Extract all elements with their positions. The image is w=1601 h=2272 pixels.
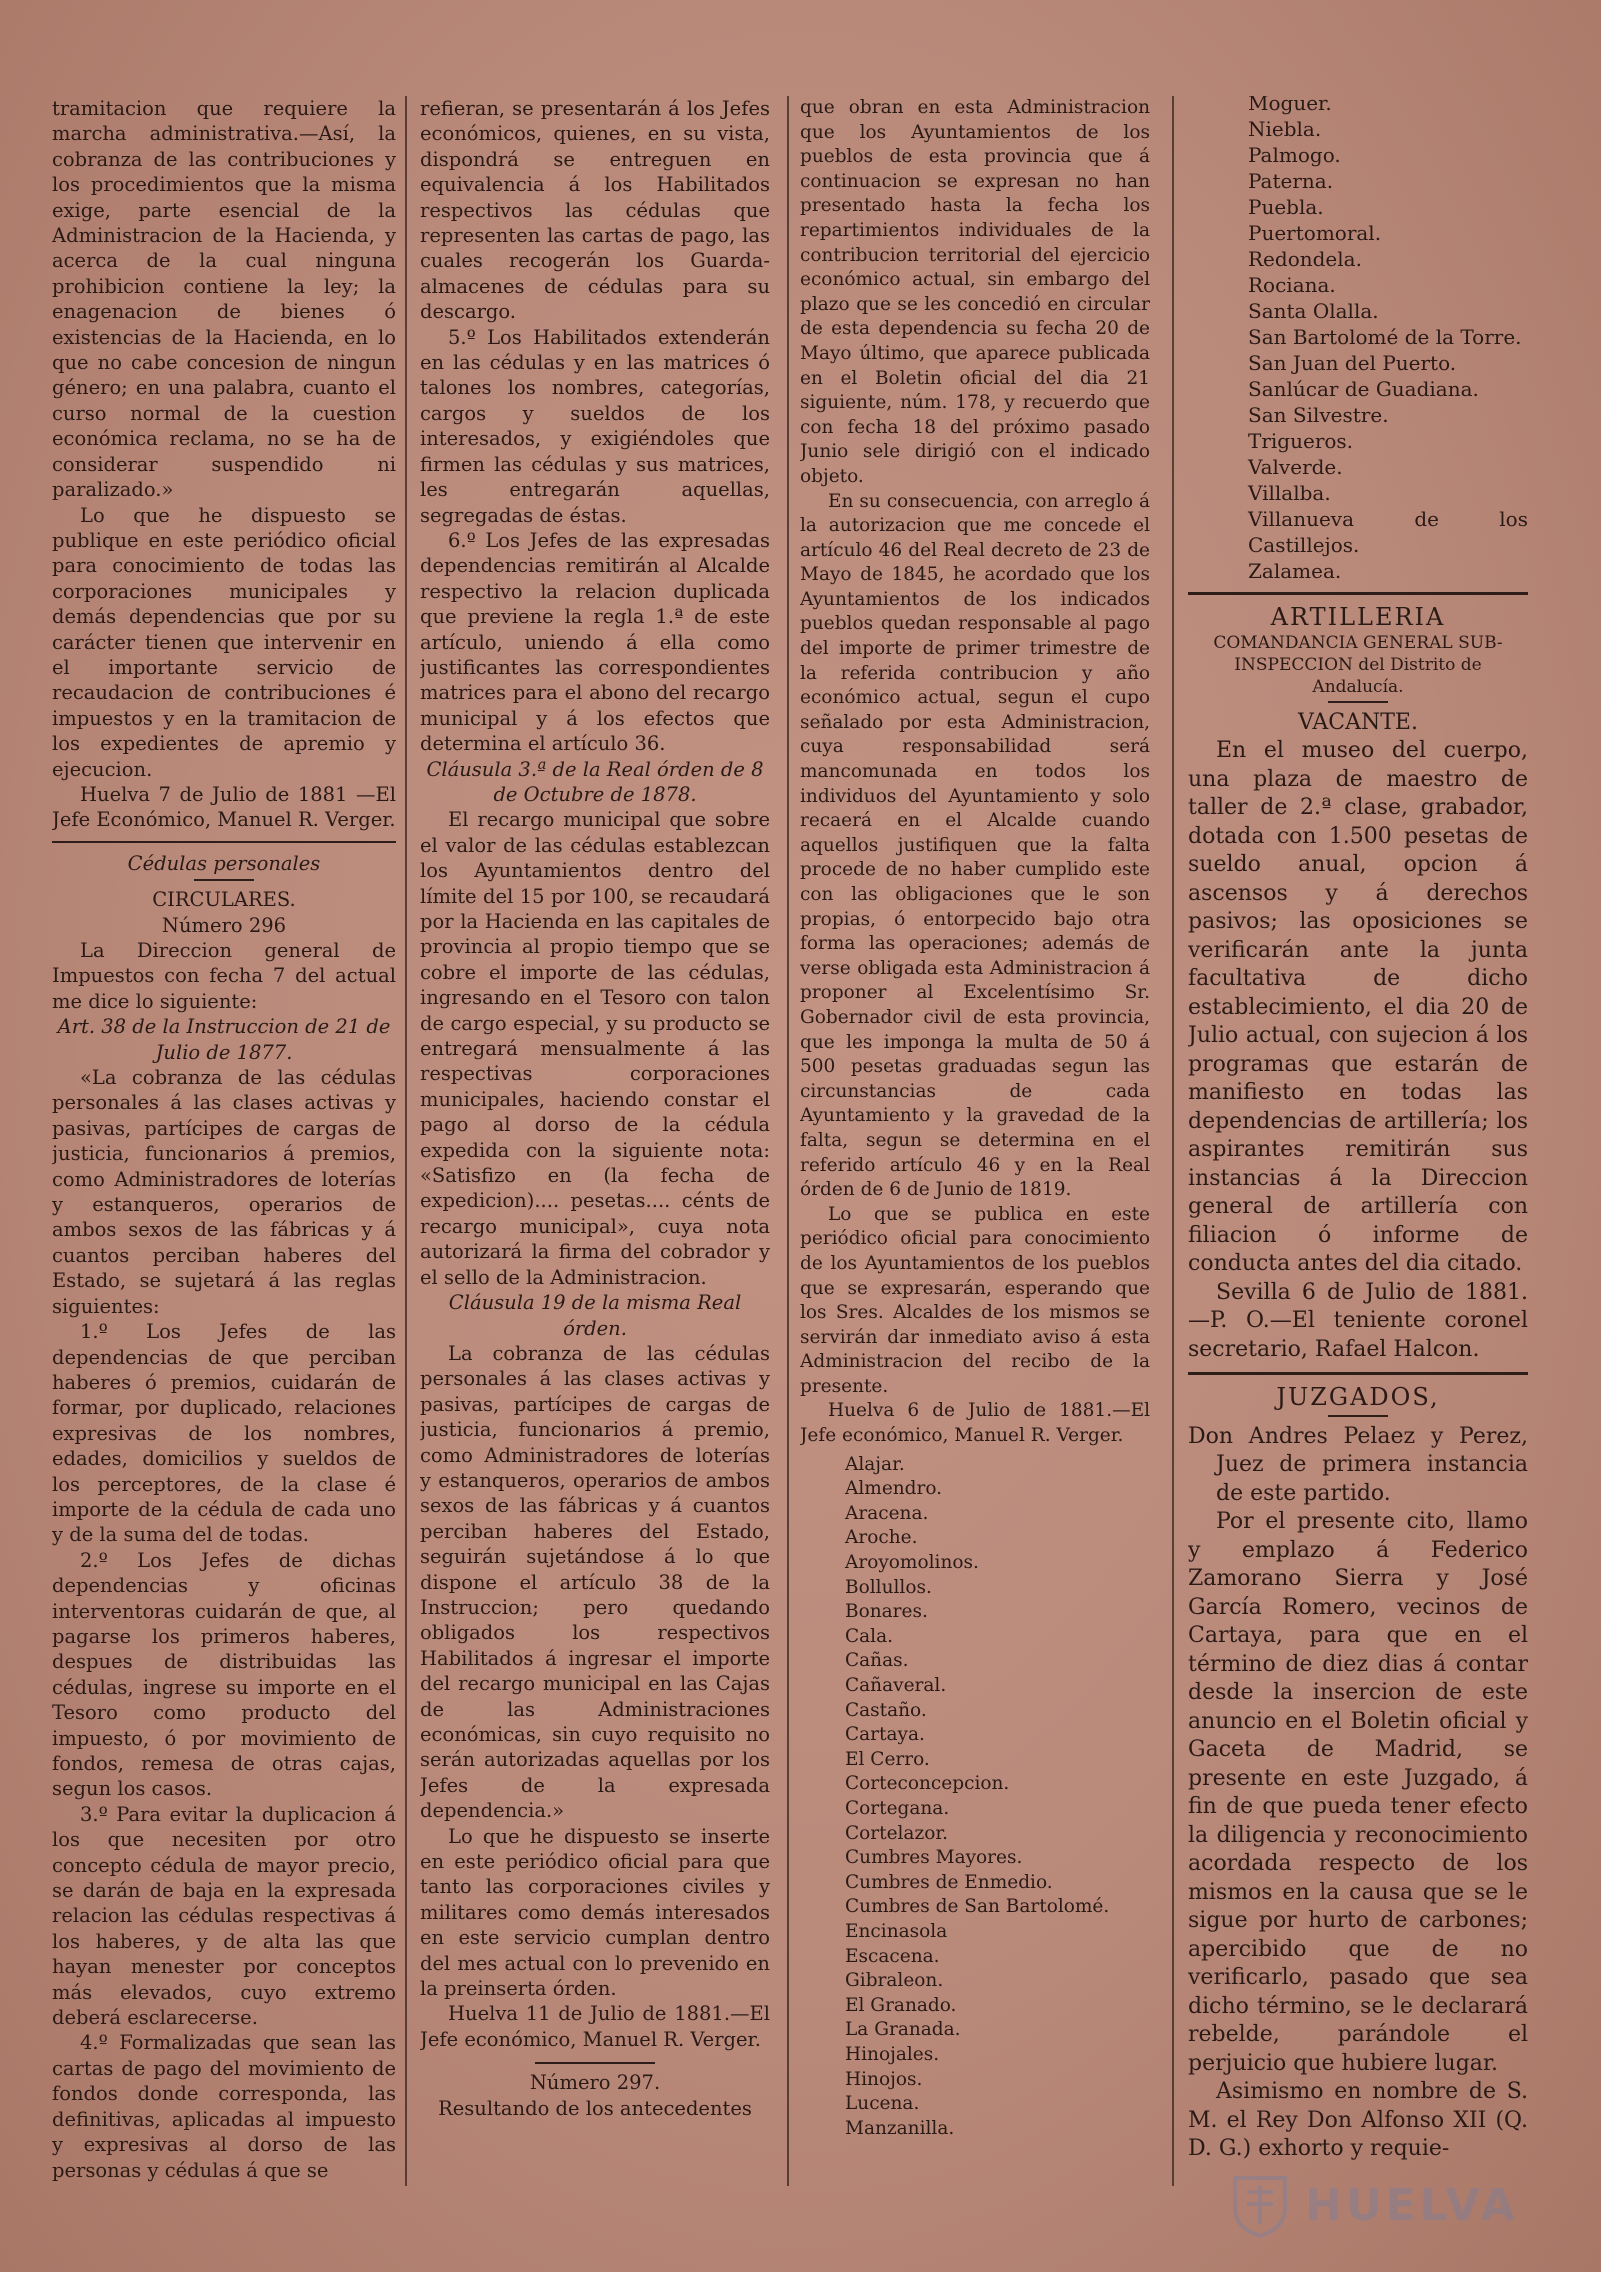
paragraph: refieran, se presentarán á los Jefes económicos, quienes, en su vista, dispondrá se entreguen en equivalencia á los Habilitados respectivos las cédulas que representen las cartas de pago, las cuales recogerán los Guarda-almacenes de cédulas para su descargo. bbox=[420, 97, 770, 324]
town-item: Puertomoral. bbox=[1248, 221, 1382, 245]
paragraph: Resultando de los antecedentes bbox=[438, 2096, 752, 2120]
section-title: Cédulas personales bbox=[127, 851, 321, 875]
column-3 bbox=[800, 96, 1150, 2186]
rule-3: 3.º Para evitar la duplicacion á los que necesiten por otro concepto cédula de mayor precio, se darán de baja en la expresada relacion las cédulas respectivas á los haberes, y de alta las que hayan menester por conceptos más elevados, cuyo extremo deberá esclarecerse. bbox=[52, 1802, 396, 2030]
paragraph: que obran en esta Administracion que los Ayuntamientos de los pueblos de esta provincia que á continuacion se expresan no han presentado hasta la fecha los repartimientos individuales de la contribucion territorial del ejercicio económico actual, sin embargo del plazo que se les concedió en circular de esta dependencia su fecha 20 de Mayo último, que aparece publicada en el Boletin oficial del dia 21 siguiente, núm. 178, y recuerdo que con fecha 18 del próximo pasado Junio sele dirigió con el indicado objeto. bbox=[800, 97, 1150, 487]
town-item: Encinasola bbox=[845, 1920, 948, 1942]
paragraph: Lo que se publica en este periódico oficial para conocimiento de los Ayuntamientos de los pueblos que se expresarán, esperando que los Sres. Alcaldes de los mismos se servirán dar inmediato aviso á esta Administracion del recibo de la presente. bbox=[800, 1203, 1150, 1397]
signature: Huelva 7 de Julio de 1881 —El Jefe Económico, Manuel R. Verger. bbox=[52, 782, 396, 832]
rule-1: 1.º Los Jefes de las dependencias de que perciban haberes ó premios, cuidarán de formar, por duplicado, relaciones expresivas de los nombres, edades, domicilios y sueldos de los perceptores, de la clase é importe de la cédula de cada uno y de la suma del de todas. bbox=[52, 1320, 396, 1547]
town-item: Cortelazor. bbox=[845, 1822, 949, 1844]
artilleria-subheading: COMANDANCIA GENERAL SUB-INSPECCION del Distrito de Andalucía. bbox=[1213, 632, 1503, 697]
divider bbox=[52, 841, 396, 843]
town-item: San Bartolomé de la Torre. bbox=[1248, 325, 1522, 349]
paragraph: En su consecuencia, con arreglo á la autorizacion que me concede el artículo 46 del Real decreto de 23 de Mayo de 1845, he acordado que los Ayuntamientos de los indicados pueblos quedan responsable al pago del importe de primer trimestre de la referida contribucion y año económico actual, segun el cupo señalado por esta Administracion, cuya responsabilidad será mancomunada en todos los individuos del Ayuntamiento y solo recaerá en el Alcalde cuando aquellos justifiquen que la falta procede de no haber cumplido este con las obligaciones que le son propias, ó entorpecido bajo otra forma las operaciones; además de verse obligada esta Administracion á proponer al Excelentísimo Sr. Gobernador civil de esta provincia, que les imponga la multa de 50 á 500 pesetas graduadas segun las circunstancias de cada Ayuntamiento y la gravedad de la falta, segun se determina en el referido artículo 46 y en la Real órden de 6 de Junio de 1819. bbox=[800, 490, 1150, 1201]
clause-heading: Cláusula 19 de la misma Real órden. bbox=[448, 1291, 742, 1340]
town-item: Zalamea. bbox=[1248, 559, 1342, 583]
town-item: Bollullos. bbox=[845, 1576, 932, 1598]
town-item: Cumbres de Enmedio. bbox=[845, 1871, 1053, 1893]
paragraph: En el museo del cuerpo, una plaza de maestro de taller de 2.ª clase, grabador, dotada con 1.500 pesetas de sueldo anual, opcion á ascensos y á derechos pasivos; las oposiciones se verificarán ante la junta facultativa de dicho establecimiento, el dia 20 de Julio actual, con sujecion á los programas que estarán de manifiesto en todas las dependencias de artillería; los aspirantes remitirán sus instancias á la Direccion general de artillería con filiacion ó informe de conducta antes del dia citado. bbox=[1188, 738, 1528, 1276]
town-item: Villalba. bbox=[1248, 481, 1331, 505]
town-item: Castaño. bbox=[845, 1699, 927, 1721]
town-item: Cumbres Mayores. bbox=[845, 1847, 1023, 1869]
town-item: Paterna. bbox=[1248, 169, 1334, 193]
paragraph: Don Andres Pelaez y Perez, Juez de primera instancia de este partido. bbox=[1188, 1423, 1528, 1506]
divider bbox=[1188, 1372, 1528, 1375]
town-item: Villanueva de los Castillejos. bbox=[1248, 507, 1528, 557]
town-item: Aroche. bbox=[845, 1527, 918, 1549]
town-item: Palmogo. bbox=[1248, 143, 1341, 167]
town-list bbox=[1188, 96, 1528, 584]
divider bbox=[535, 2062, 655, 2064]
rule-2: 2.º Los Jefes de dichas dependencias y oficinas interventoras cuidarán de que, al pagarse los primeros haberes, despues de distribuidas las cédulas, ingrese su importe en el Tesoro como producto del impuesto, ó por movimiento de fondos, remesa de otras cajas, segun los casos. bbox=[52, 1548, 396, 1801]
town-list bbox=[800, 1453, 1150, 2142]
town-item: Aroyomolinos. bbox=[845, 1552, 979, 1574]
town-item: Cala. bbox=[845, 1625, 894, 1647]
town-item: Trigueros. bbox=[1248, 429, 1354, 453]
town-item: Cortegana. bbox=[845, 1797, 950, 1819]
article-heading: Art. 38 de la Instruccion de 21 de Julio de 1877. bbox=[57, 1015, 391, 1064]
town-item: Bonares. bbox=[845, 1601, 928, 1623]
circulares-heading: CIRCULARES. bbox=[152, 888, 296, 912]
town-item: La Granada. bbox=[845, 2019, 961, 2041]
rule-4: 4.º Formalizadas que sean las cartas de pago del movimiento de fondos donde corresponda, las definitivas, aplicadas al impuesto y expresivas al dorso de las personas y cédulas á que se bbox=[52, 2031, 396, 2182]
town-item: Escacena. bbox=[845, 1945, 940, 1967]
column-rule bbox=[405, 96, 407, 2186]
divider bbox=[194, 879, 254, 881]
town-item: Manzanilla. bbox=[845, 2117, 955, 2139]
paragraph: tramitacion que requiere la marcha administrativa.—Así, la cobranza de las contribuciones y los procedimientos que la misma exige, parte esencial de la Administracion de la Hacienda, y acerca de la cual ninguna prohibicion contiene la ley; la enagenacion de bienes ó existencias de la Hacienda, en lo que no cabe concesion de ningun género; en una palabra, cuanto el curso normal de la cuestion económica reclama, no se ha de considerar suspendido ni paralizado.» bbox=[52, 97, 396, 502]
column-rule bbox=[787, 96, 789, 2186]
town-item: Puebla. bbox=[1248, 195, 1324, 219]
artilleria-heading: ARTILLERIA bbox=[1270, 603, 1446, 631]
paragraph: Asimismo en nombre de S. M. el Rey Don Alfonso XII (Q. D. G.) exhorto y requie- bbox=[1188, 2079, 1528, 2161]
divider bbox=[1328, 701, 1388, 703]
town-item: Aracena. bbox=[845, 1502, 929, 1524]
town-item: Cañas. bbox=[845, 1650, 909, 1672]
town-item: Santa Olalla. bbox=[1248, 299, 1379, 323]
town-item: El Cerro. bbox=[845, 1748, 930, 1770]
watermark-text: HUELVA bbox=[1305, 2180, 1519, 2231]
town-item: Alajar. bbox=[845, 1453, 905, 1475]
column-4 bbox=[1188, 96, 1528, 2186]
rule-5: 5.º Los Habilitados extenderán en las cédulas y en las matrices ó talones los nombres, categorías, cargos y sueldos de los interesados, y exigiéndoles que firmen las cédulas y sus matrices, les entregarán aquellas, segregadas de éstas. bbox=[420, 325, 770, 527]
column-2 bbox=[420, 96, 770, 2186]
signature: Sevilla 6 de Julio de 1881.—P. O.—El teniente coronel secretario, Rafael Halcon. bbox=[1188, 1279, 1528, 1362]
town-item: Rociana. bbox=[1248, 273, 1336, 297]
town-item: Almendro. bbox=[845, 1478, 943, 1500]
town-item: Cumbres de San Bartolomé. bbox=[845, 1896, 1110, 1918]
watermark bbox=[1225, 2170, 1555, 2240]
town-item: Hinojales. bbox=[845, 2043, 940, 2065]
column-rule bbox=[1172, 96, 1174, 2186]
town-item: Redondela. bbox=[1248, 247, 1362, 271]
town-item: Valverde. bbox=[1248, 455, 1343, 479]
signature: Huelva 6 de Julio de 1881.—El Jefe económico, Manuel R. Verger. bbox=[800, 1400, 1150, 1447]
paragraph: Por el presente cito, llamo y emplazo á Federico Zamorano Sierra y José García Romero, vecinos de Cartaya, para que en el término de diez dias á contar desde la insercion de este anuncio en el Boletin oficial y Gaceta de Madrid, se presente en este Juzgado, á fin de que pueda tener efecto la diligencia y reconocimiento acordada respecto de los mismos en la causa que se le sigue por hurto de carbones; apercibido que de no verificarlo, pasado que sea dicho término, se le declarará rebelde, parándole el perjuicio que hubiere lugar. bbox=[1188, 1509, 1528, 2076]
column-1 bbox=[52, 96, 396, 2186]
clause-heading: Cláusula 3.ª de la Real órden de 8 de Octubre de 1878. bbox=[426, 757, 764, 806]
town-item: Lucena. bbox=[845, 2093, 920, 2115]
number-heading: Número 296 bbox=[161, 913, 287, 937]
divider bbox=[1188, 592, 1528, 595]
crest-icon bbox=[1225, 2170, 1295, 2240]
town-item: El Granado. bbox=[845, 1994, 957, 2016]
town-item: Gibraleon. bbox=[845, 1970, 944, 1992]
divider bbox=[1328, 1415, 1388, 1417]
town-item: Hinojos. bbox=[845, 2068, 923, 2090]
town-item: San Silvestre. bbox=[1248, 403, 1389, 427]
rule-6: 6.º Los Jefes de las expresadas dependencias remitirán al Alcalde respectivo la relacion duplicada que previene la regla 1.ª de este artículo, uniendo á ella como justificantes las correspondientes matrices para el abono del recargo municipal y á los efectos que determina el artículo 36. bbox=[420, 528, 770, 756]
paragraph: Lo que he dispuesto se publique en este periódico oficial para conocimiento de todas las corporaciones municipales y demás dependencias que por su carácter tienen que intervenir en el importante servicio de recaudacion de contribuciones é impuestos y en la tramitacion de los expedientes de apremio y ejecucion. bbox=[52, 503, 396, 781]
paragraph: La cobranza de las cédulas personales á las clases activas y pasivas, partícipes de cargas de justicia, funcionarios á premio, como Administradores de loterías y estanqueros, operarios de ambos sexos de las fábricas y á cuantos perciban haberes del Estado, seguirán sujetándose á lo que dispone el artículo 38 de la Instruccion; pero quedando obligados los respectivos Habilitados á ingresar el importe del recargo municipal en las Cajas de las Administraciones económicas, sin cuyo requisito no serán autorizadas aquellas por los Jefes de la expresada dependencia.» bbox=[420, 1341, 770, 1823]
town-item: Corteconcepcion. bbox=[845, 1773, 1010, 1795]
paragraph: Lo que he dispuesto se inserte en este periódico oficial para que tanto las corporaciones civiles y militares como demás interesados en este servicio cumplan dentro del mes actual con lo prevenido en la preinserta órden. bbox=[420, 1824, 770, 2001]
number-heading: Número 297. bbox=[529, 2071, 661, 2095]
town-item: Cartaya. bbox=[845, 1724, 925, 1746]
paragraph: «La cobranza de las cédulas personales á las clases activas y pasivas, partícipes de cargas de justicia, funcionarios á premios, como Administradores de loterías y estanqueros, operarios de ambos sexos de las fábricas y á cuantos perciban haberes del Estado, se sujetará á las reglas siguientes: bbox=[52, 1066, 396, 1318]
vacante-heading: VACANTE. bbox=[1298, 709, 1418, 735]
town-item: Niebla. bbox=[1248, 117, 1322, 141]
paragraph: El recargo municipal que sobre el valor de las cédulas establezcan los Ayuntamientos dentro del límite del 15 por 100, se recaudará por la Hacienda en las capitales de provincia al propio tiempo que se cobre el importe de las cédulas, ingresando en el Tesoro con talon de cargo especial, y su producto se entregará mensualmente á las respectivas corporaciones municipales, haciendo constar el pago al dorso de la cédula expedida con la siguiente nota: «Satisfizo en (la fecha de expedicion).... pesetas.... cénts de recargo municipal», cuya nota autorizará la firma del cobrador y el sello de la Administracion. bbox=[420, 808, 770, 1289]
town-item: Cañaveral. bbox=[845, 1675, 947, 1696]
town-item: Sanlúcar de Guadiana. bbox=[1248, 377, 1479, 401]
juzgados-heading: JUZGADOS, bbox=[1276, 1383, 1440, 1411]
signature: Huelva 11 de Julio de 1881.—El Jefe económico, Manuel R. Verger. bbox=[420, 2002, 770, 2051]
town-item: Moguer. bbox=[1248, 96, 1332, 115]
paragraph: La Direccion general de Impuestos con fecha 7 del actual me dice lo siguiente: bbox=[52, 939, 396, 1013]
town-item: San Juan del Puerto. bbox=[1248, 351, 1457, 375]
